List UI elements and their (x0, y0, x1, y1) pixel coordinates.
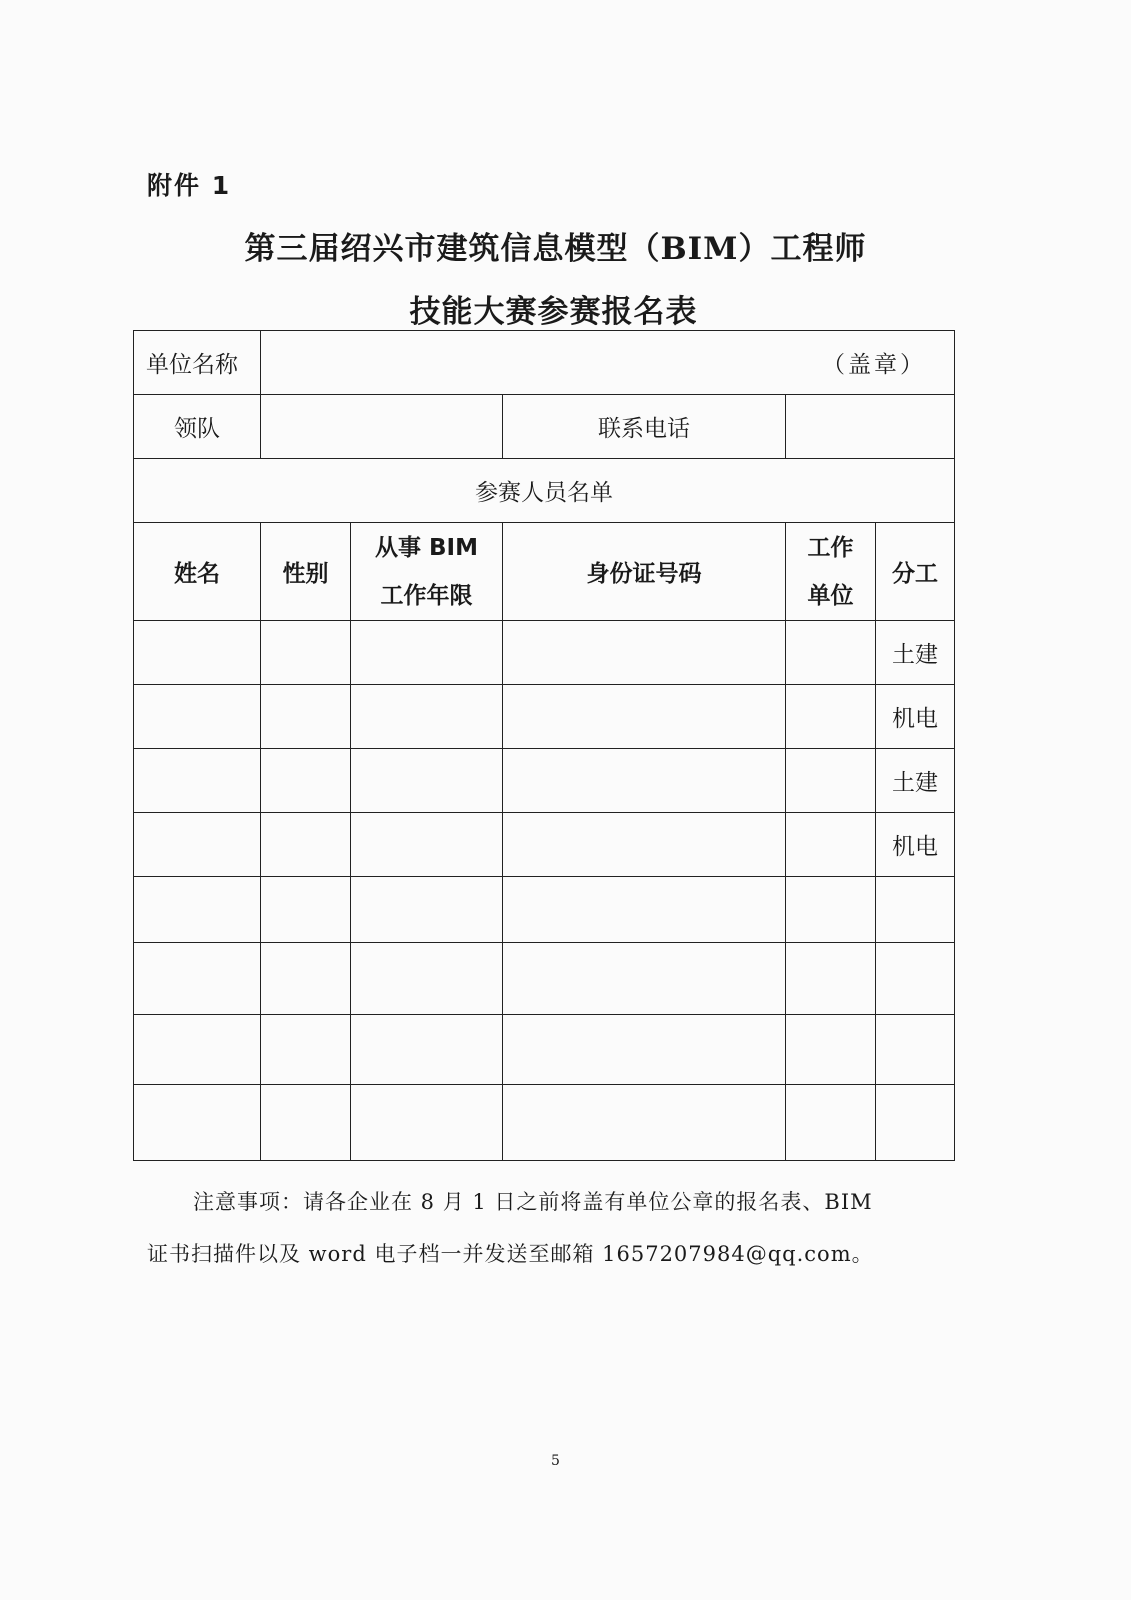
unit-name-label: 单位名称 (134, 331, 261, 395)
division-cell[interactable] (876, 877, 955, 943)
header-gender: 性别 (261, 523, 351, 621)
participant-row (134, 1015, 955, 1085)
unit-name-row (134, 331, 955, 395)
header-division: 分工 (876, 523, 955, 621)
id-number-cell[interactable] (503, 621, 786, 685)
division-cell[interactable] (876, 1015, 955, 1085)
participants-label: 参赛人员名单 (134, 459, 955, 523)
leader-label: 领队 (134, 395, 261, 459)
notes-line1: 注意事项：请各企业在 8 月 1 日之前将盖有单位公章的报名表、BIM (193, 1190, 873, 1214)
participant-row (134, 685, 955, 749)
name-cell[interactable] (134, 813, 261, 877)
phone-label: 联系电话 (503, 395, 786, 459)
participant-row (134, 1085, 955, 1161)
work-unit-cell[interactable] (786, 621, 876, 685)
gender-cell[interactable] (261, 877, 351, 943)
participant-row (134, 877, 955, 943)
years-cell[interactable] (351, 813, 503, 877)
gender-cell[interactable] (261, 621, 351, 685)
participant-row (134, 943, 955, 1015)
gender-cell[interactable] (261, 1015, 351, 1085)
header-bim-years-line1: 从事 BIM (375, 534, 478, 561)
name-cell[interactable] (134, 1085, 261, 1161)
years-cell[interactable] (351, 1015, 503, 1085)
participant-row (134, 749, 955, 813)
years-cell[interactable] (351, 749, 503, 813)
years-cell[interactable] (351, 1085, 503, 1161)
id-number-cell[interactable] (503, 749, 786, 813)
work-unit-cell[interactable] (786, 1015, 876, 1085)
participant-row (134, 813, 955, 877)
header-work-unit-line2: 单位 (807, 582, 854, 609)
leader-field[interactable] (261, 395, 503, 459)
gender-cell[interactable] (261, 685, 351, 749)
header-bim-years (351, 523, 503, 621)
participant-row (134, 621, 955, 685)
unit-name-field[interactable] (261, 331, 955, 395)
notes-line2: 证书扫描件以及 word 电子档一并发送至邮箱 1657207984@qq.com。 (147, 1242, 874, 1266)
years-cell[interactable] (351, 877, 503, 943)
id-number-cell[interactable] (503, 813, 786, 877)
header-bim-years-line2: 工作年限 (380, 582, 473, 609)
name-cell[interactable] (134, 621, 261, 685)
header-work-unit-line1: 工作 (807, 534, 854, 561)
work-unit-cell[interactable] (786, 1085, 876, 1161)
id-number-cell[interactable] (503, 943, 786, 1015)
attachment-label: 附件 1 (147, 171, 232, 200)
seal-label: （盖章） (822, 352, 927, 378)
header-id-number: 身份证号码 (503, 523, 786, 621)
name-cell[interactable] (134, 749, 261, 813)
participants-header-row (134, 523, 955, 621)
division-cell: 机电 (876, 685, 955, 749)
work-unit-cell[interactable] (786, 943, 876, 1015)
work-unit-cell[interactable] (786, 749, 876, 813)
division-cell: 土建 (876, 749, 955, 813)
form-title-line2: 技能大赛参赛报名表 (409, 294, 698, 330)
phone-field[interactable] (786, 395, 955, 459)
name-cell[interactable] (134, 943, 261, 1015)
header-name: 姓名 (134, 523, 261, 621)
work-unit-cell[interactable] (786, 813, 876, 877)
division-cell[interactable] (876, 943, 955, 1015)
registration-form-table (133, 330, 955, 1161)
participants-heading-row (134, 459, 955, 523)
division-cell[interactable] (876, 1085, 955, 1161)
years-cell[interactable] (351, 943, 503, 1015)
id-number-cell[interactable] (503, 1015, 786, 1085)
gender-cell[interactable] (261, 749, 351, 813)
name-cell[interactable] (134, 877, 261, 943)
gender-cell[interactable] (261, 943, 351, 1015)
division-cell: 土建 (876, 621, 955, 685)
id-number-cell[interactable] (503, 685, 786, 749)
leader-row (134, 395, 955, 459)
id-number-cell[interactable] (503, 877, 786, 943)
years-cell[interactable] (351, 685, 503, 749)
years-cell[interactable] (351, 621, 503, 685)
division-cell: 机电 (876, 813, 955, 877)
page-number: 5 (551, 1453, 560, 1469)
work-unit-cell[interactable] (786, 877, 876, 943)
gender-cell[interactable] (261, 813, 351, 877)
name-cell[interactable] (134, 685, 261, 749)
work-unit-cell[interactable] (786, 685, 876, 749)
name-cell[interactable] (134, 1015, 261, 1085)
header-work-unit (786, 523, 876, 621)
id-number-cell[interactable] (503, 1085, 786, 1161)
gender-cell[interactable] (261, 1085, 351, 1161)
form-title-line1: 第三届绍兴市建筑信息模型（BIM）工程师 (244, 231, 867, 267)
